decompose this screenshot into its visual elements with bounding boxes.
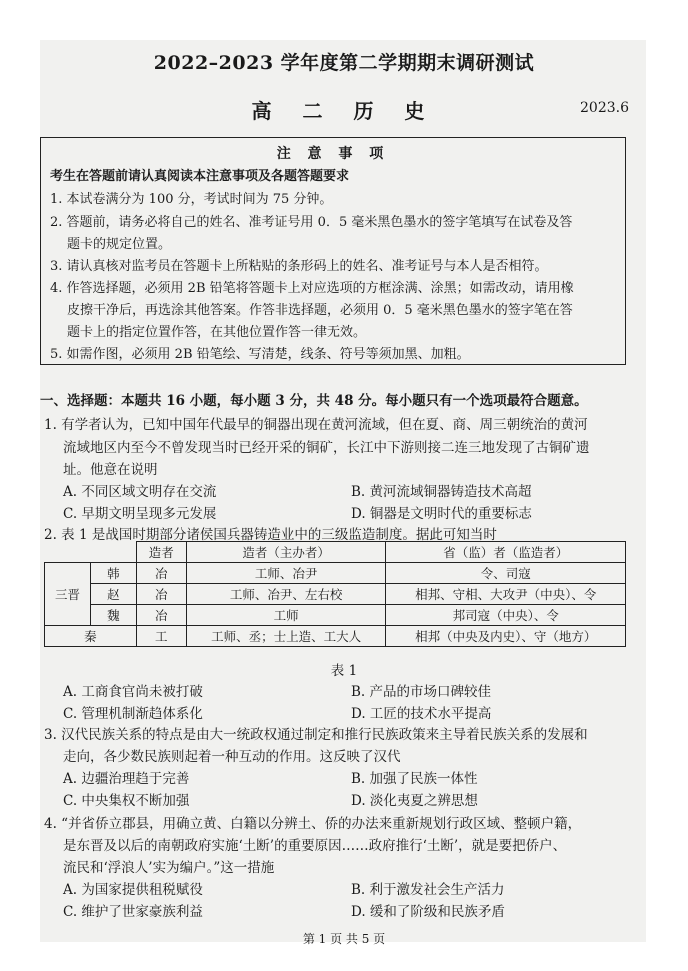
table-cell: 工师、丞；士上造、工大人	[186, 626, 386, 647]
table-header: 造者（主办者）	[186, 542, 386, 563]
table-cell: 冶	[136, 563, 186, 584]
table-cell: 冶	[136, 584, 186, 605]
exam-title: 2022–2023 学年度第二学期期末调研测试	[153, 52, 535, 74]
q3-option-a: A. 边疆治理趋于完善	[63, 771, 190, 787]
table-cell: 韩	[90, 563, 136, 584]
table-cell: 邦司寇（中央）、令	[386, 605, 626, 626]
q2-option-d: D. 工匠的技术水平提高	[351, 706, 492, 722]
q3-stem: 3. 汉代民族关系的特点是由大一统政权通过制定和推行民族政策来主导着民族关系的发展和	[44, 727, 588, 743]
q4-option-d: D. 缓和了阶级和民族矛盾	[351, 904, 505, 920]
table-cell: 工	[136, 626, 186, 647]
table-header: 省（监）者（监造者）	[386, 542, 626, 563]
table-cell: 秦	[45, 626, 137, 647]
table-row	[45, 605, 626, 626]
notice-box	[40, 137, 626, 365]
table-header-row	[45, 542, 626, 563]
table-cell: 令、司寇	[386, 563, 626, 584]
table-cell: 冶	[136, 605, 186, 626]
q4-stem: 流民和‘浮浪人’实为编户。”这一措施	[63, 860, 275, 876]
table-row	[45, 563, 626, 584]
notice-heading: 考生在答题前请认真阅读本注意事项及各题答题要求	[50, 169, 350, 184]
notice-line: 4. 作答选择题，必须用 2B 铅笔将答题卡上对应选项的方框涂满、涂黑；如需改动，请用橡	[50, 281, 574, 296]
q4-stem: 4. “并省侨立郡县，用确立黄、白籍以分辨土、侨的办法来重新规划行政区域、整顿户籍，	[44, 816, 582, 832]
q1-stem: 址。他意在说明	[63, 462, 158, 478]
q1-stem: 1. 有学者认为，已知中国年代最早的铜器出现在黄河流域，但在夏、商、周三朝统治的黄河	[44, 417, 588, 433]
q1-option-b: B. 黄河流域铜器铸造技术高超	[351, 484, 532, 500]
table-caption: 表 1	[330, 663, 358, 679]
exam-date: 2023.6	[580, 100, 629, 116]
q3-option-b: B. 加强了民族一体性	[351, 771, 478, 787]
table-header: 造者	[136, 542, 186, 563]
notice-line: 皮擦干净后，再选涂其他答案。作答非选择题，必须用 0．5 毫米黑色墨水的签字笔在答	[67, 303, 573, 318]
q1-stem: 流域地区内至今不曾发现当时已经开采的铜矿，长江中下游则接二连三地发现了古铜矿遗	[63, 440, 590, 456]
q4-option-b: B. 利于激发社会生产活力	[351, 882, 505, 898]
table-cell: 赵	[90, 584, 136, 605]
q2-stem: 2. 表 1 是战国时期部分诸侯国兵器铸造业中的三级监造制度。据此可知当时	[44, 527, 497, 543]
q2-option-c: C. 管理机制渐趋体系化	[63, 706, 203, 722]
q3-option-d: D. 淡化夷夏之辨思想	[351, 793, 478, 809]
q1-option-a: A. 不同区域文明存在交流	[63, 484, 217, 500]
q2-option-b: B. 产品的市场口碑较佳	[351, 684, 492, 700]
table-row	[45, 584, 626, 605]
q1-option-c: C. 早期文明呈现多元发展	[63, 506, 217, 522]
q1-option-d: D. 铜器是文明时代的重要标志	[351, 506, 532, 522]
table-cell: 魏	[90, 605, 136, 626]
notice-line: 1. 本试卷满分为 100 分，考试时间为 75 分钟。	[50, 192, 333, 207]
subject-title: 高 二 历 史	[251, 99, 437, 123]
notice-line: 题卡上的指定位置作答，在其他位置作答一律无效。	[67, 325, 367, 340]
notice-line: 3. 请认真核对监考员在答题卡上所粘贴的条形码上的姓名、准考证号与本人是否相符。	[50, 259, 548, 274]
table-cell: 相邦、守相、大攻尹（中央）、令	[386, 584, 626, 605]
table-row	[45, 626, 626, 647]
table-group-cell: 三晋	[45, 563, 91, 626]
page-footer: 第 1 页 共 5 页	[302, 932, 386, 946]
q4-stem: 是东晋及以后的南朝政府实施‘土断’的重要原因……政府推行‘土断’，就是要把侨户、	[63, 838, 567, 854]
q4-option-a: A. 为国家提供租税赋役	[63, 882, 203, 898]
notice-title: 注 意 事 项	[276, 146, 390, 162]
notice-line: 题卡的规定位置。	[67, 237, 172, 252]
q3-option-c: C. 中央集权不断加强	[63, 793, 190, 809]
q2-option-a: A. 工商食官尚未被打破	[63, 684, 203, 700]
table-cell: 工师、冶尹、左右校	[186, 584, 386, 605]
table-cell: 工师、冶尹	[186, 563, 386, 584]
table-cell: 工师	[186, 605, 386, 626]
q4-option-c: C. 维护了世家豪族利益	[63, 904, 203, 920]
section-heading: 一、选择题：本题共 16 小题，每小题 3 分，共 48 分。每小题只有一个选项最符合题意。	[40, 393, 588, 409]
notice-line: 2. 答题前，请务必将自己的姓名、准考证号用 0．5 毫米黑色墨水的签字笔填写在试卷及答	[50, 215, 573, 230]
table-cell: 相邦（中央及内史）、守（地方）	[386, 626, 626, 647]
q3-stem: 走向，各少数民族则起着一种互动的作用。这反映了汉代	[63, 749, 401, 765]
table-1	[44, 541, 626, 647]
notice-line: 5. 如需作图，必须用 2B 铅笔绘、写清楚，线条、符号等须加黑、加粗。	[50, 347, 470, 362]
